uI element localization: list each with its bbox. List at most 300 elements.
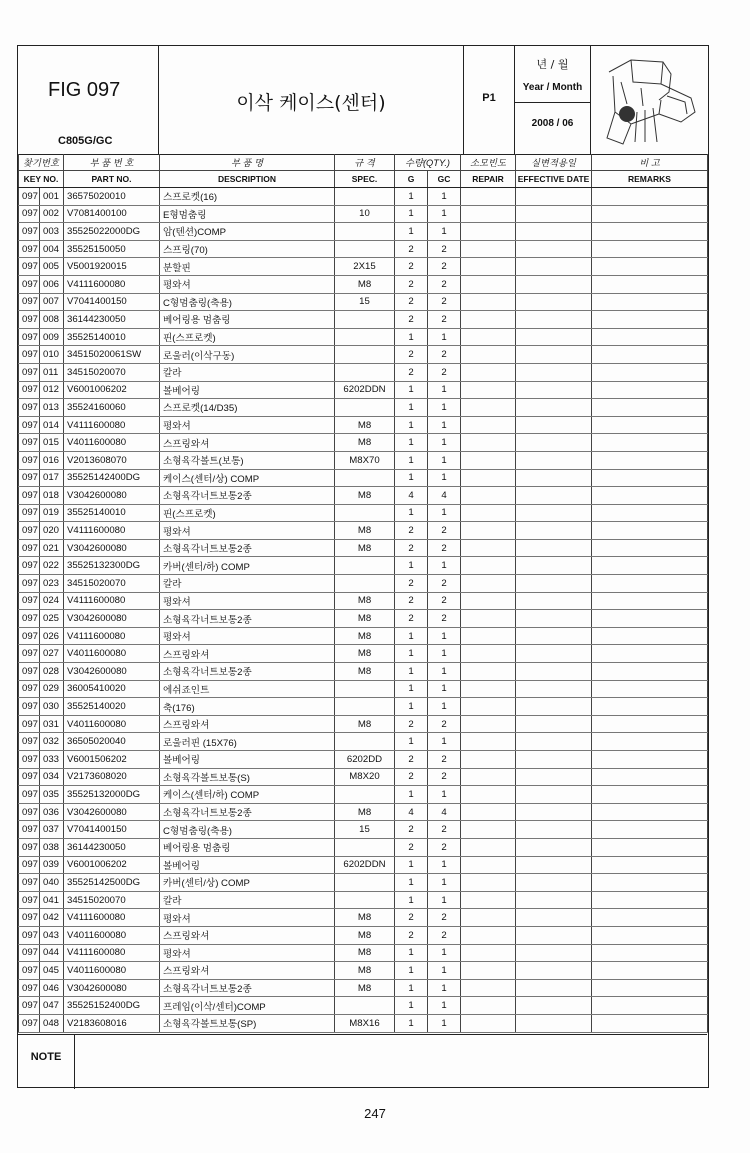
cell-spec — [335, 188, 395, 206]
cell-spec: M8X20 — [335, 768, 395, 786]
cell-fig: 097 — [19, 997, 40, 1015]
cell-remarks — [592, 944, 708, 962]
cell-key: 029 — [40, 680, 64, 698]
col-spec-en: SPEC. — [335, 171, 395, 188]
cell-gc: 2 — [428, 575, 461, 593]
title-cell — [159, 46, 464, 154]
cell-spec — [335, 328, 395, 346]
cell-repair — [461, 997, 516, 1015]
col-remarks-ko: 비 고 — [592, 154, 708, 171]
cell-eff — [516, 909, 592, 927]
cell-desc: 스프로켓(14/D35) — [160, 399, 335, 417]
table-row — [19, 311, 708, 329]
cell-part: V6001006202 — [64, 381, 160, 399]
cell-fig: 097 — [19, 504, 40, 522]
cell-eff — [516, 399, 592, 417]
cell-spec: M8 — [335, 803, 395, 821]
cell-desc: 카버(센터/하) COMP — [160, 557, 335, 575]
cell-g: 2 — [395, 592, 428, 610]
cell-eff — [516, 645, 592, 663]
col-gc: GC — [428, 171, 461, 188]
cell-part: V4111600080 — [64, 627, 160, 645]
cell-gc: 1 — [428, 504, 461, 522]
cell-repair — [461, 874, 516, 892]
cell-remarks — [592, 205, 708, 223]
cell-spec — [335, 399, 395, 417]
cell-gc: 1 — [428, 663, 461, 681]
cell-fig: 097 — [19, 539, 40, 557]
cell-desc: 소형육각너트보통2종 — [160, 803, 335, 821]
parts-rows — [19, 188, 708, 1033]
cell-fig: 097 — [19, 346, 40, 364]
cell-remarks — [592, 434, 708, 452]
table-row — [19, 487, 708, 505]
cell-remarks — [592, 223, 708, 241]
cell-fig: 097 — [19, 416, 40, 434]
cell-repair — [461, 434, 516, 452]
cell-eff — [516, 821, 592, 839]
cell-remarks — [592, 733, 708, 751]
cell-key: 043 — [40, 926, 64, 944]
cell-part: V4111600080 — [64, 416, 160, 434]
cell-key: 040 — [40, 874, 64, 892]
cell-key: 008 — [40, 311, 64, 329]
cell-g: 1 — [395, 434, 428, 452]
cell-g: 1 — [395, 451, 428, 469]
cell-fig: 097 — [19, 223, 40, 241]
cell-gc: 4 — [428, 487, 461, 505]
cell-key: 047 — [40, 997, 64, 1015]
cell-key: 009 — [40, 328, 64, 346]
cell-g: 1 — [395, 698, 428, 716]
cell-g: 1 — [395, 381, 428, 399]
cell-eff — [516, 768, 592, 786]
cell-desc: 프레임(이삭/센터)COMP — [160, 997, 335, 1015]
cell-desc: 축(176) — [160, 698, 335, 716]
cell-g: 1 — [395, 663, 428, 681]
cell-part: V4011600080 — [64, 434, 160, 452]
cell-repair — [461, 786, 516, 804]
table-row — [19, 610, 708, 628]
cell-gc: 2 — [428, 346, 461, 364]
cell-spec — [335, 240, 395, 258]
cell-fig: 097 — [19, 751, 40, 769]
cell-part: 35525132300DG — [64, 557, 160, 575]
cell-fig: 097 — [19, 962, 40, 980]
cell-remarks — [592, 838, 708, 856]
cell-gc: 1 — [428, 451, 461, 469]
cell-repair — [461, 275, 516, 293]
cell-g: 2 — [395, 838, 428, 856]
cell-spec: 6202DDN — [335, 856, 395, 874]
cell-part: 35525142500DG — [64, 874, 160, 892]
cell-fig: 097 — [19, 258, 40, 276]
cell-remarks — [592, 997, 708, 1015]
cell-spec: M8 — [335, 645, 395, 663]
cell-desc: 케이스(센터/하) COMP — [160, 786, 335, 804]
cell-key: 010 — [40, 346, 64, 364]
cell-fig: 097 — [19, 557, 40, 575]
cell-desc: 소형육각너트보통2종 — [160, 663, 335, 681]
cell-repair — [461, 240, 516, 258]
cell-fig: 097 — [19, 328, 40, 346]
cell-remarks — [592, 451, 708, 469]
cell-eff — [516, 962, 592, 980]
cell-fig: 097 — [19, 856, 40, 874]
cell-gc: 2 — [428, 293, 461, 311]
cell-part: V3042600080 — [64, 539, 160, 557]
cell-fig: 097 — [19, 469, 40, 487]
cell-remarks — [592, 856, 708, 874]
table-row — [19, 680, 708, 698]
cell-eff — [516, 451, 592, 469]
col-remarks-en: REMARKS — [592, 171, 708, 188]
cell-remarks — [592, 328, 708, 346]
highlight-marker — [619, 106, 635, 122]
table-row — [19, 258, 708, 276]
cell-remarks — [592, 768, 708, 786]
cell-eff — [516, 416, 592, 434]
cell-g: 1 — [395, 997, 428, 1015]
cell-remarks — [592, 786, 708, 804]
cell-spec — [335, 346, 395, 364]
cell-desc: 소형육각볼트(보통) — [160, 451, 335, 469]
cell-spec: M8X16 — [335, 1014, 395, 1032]
cell-g: 1 — [395, 874, 428, 892]
cell-gc: 2 — [428, 838, 461, 856]
cell-remarks — [592, 909, 708, 927]
cell-spec: M8 — [335, 909, 395, 927]
cell-gc: 2 — [428, 258, 461, 276]
cell-spec — [335, 363, 395, 381]
cell-desc: 스프링(70) — [160, 240, 335, 258]
cell-desc: 에쉬죠인트 — [160, 680, 335, 698]
cell-gc: 1 — [428, 188, 461, 206]
cell-remarks — [592, 592, 708, 610]
cell-key: 001 — [40, 188, 64, 206]
cell-fig: 097 — [19, 821, 40, 839]
table-row — [19, 698, 708, 716]
cell-spec: M8 — [335, 275, 395, 293]
cell-desc: 스프링와셔 — [160, 645, 335, 663]
cell-g: 1 — [395, 223, 428, 241]
cell-g: 1 — [395, 469, 428, 487]
cell-gc: 2 — [428, 592, 461, 610]
cell-eff — [516, 434, 592, 452]
cell-part: V2013608070 — [64, 451, 160, 469]
cell-part: V2173608020 — [64, 768, 160, 786]
cell-remarks — [592, 575, 708, 593]
cell-remarks — [592, 751, 708, 769]
table-row — [19, 539, 708, 557]
cell-gc: 1 — [428, 416, 461, 434]
cell-desc: 베어링용 멈춤링 — [160, 311, 335, 329]
table-row — [19, 592, 708, 610]
cell-repair — [461, 469, 516, 487]
cell-spec: M8 — [335, 926, 395, 944]
cell-spec: M8 — [335, 416, 395, 434]
cell-desc: 스프링와셔 — [160, 434, 335, 452]
cell-part: 35525140010 — [64, 504, 160, 522]
cell-desc: 평와셔 — [160, 275, 335, 293]
cell-repair — [461, 575, 516, 593]
cell-gc: 1 — [428, 786, 461, 804]
cell-g: 2 — [395, 311, 428, 329]
cell-spec: M8 — [335, 539, 395, 557]
cell-repair — [461, 258, 516, 276]
page-code-cell — [464, 46, 515, 154]
cell-part: V7041400150 — [64, 821, 160, 839]
cell-gc: 2 — [428, 311, 461, 329]
cell-fig: 097 — [19, 715, 40, 733]
col-key-en: KEY NO. — [19, 171, 64, 188]
cell-eff — [516, 487, 592, 505]
cell-gc: 1 — [428, 205, 461, 223]
cell-spec: M8 — [335, 944, 395, 962]
cell-key: 005 — [40, 258, 64, 276]
date-value: 2008 / 06 — [531, 118, 574, 129]
cell-part: 36505020040 — [64, 733, 160, 751]
cell-spec: M8 — [335, 487, 395, 505]
cell-part: 34515020070 — [64, 363, 160, 381]
cell-key: 026 — [40, 627, 64, 645]
cell-spec — [335, 786, 395, 804]
cell-remarks — [592, 381, 708, 399]
cell-key: 004 — [40, 240, 64, 258]
cell-remarks — [592, 522, 708, 540]
cell-part: V4011600080 — [64, 715, 160, 733]
cell-eff — [516, 944, 592, 962]
cell-key: 002 — [40, 205, 64, 223]
cell-remarks — [592, 926, 708, 944]
cell-key: 016 — [40, 451, 64, 469]
cell-remarks — [592, 363, 708, 381]
cell-key: 018 — [40, 487, 64, 505]
cell-remarks — [592, 874, 708, 892]
cell-repair — [461, 487, 516, 505]
cell-desc: 소형육각너트보통2종 — [160, 979, 335, 997]
cell-key: 007 — [40, 293, 64, 311]
table-row — [19, 962, 708, 980]
cell-gc: 1 — [428, 469, 461, 487]
cell-spec: 10 — [335, 205, 395, 223]
cell-fig: 097 — [19, 979, 40, 997]
cell-gc: 2 — [428, 768, 461, 786]
cell-part: 34515020070 — [64, 575, 160, 593]
cell-gc: 2 — [428, 909, 461, 927]
cell-gc: 1 — [428, 1014, 461, 1032]
cell-eff — [516, 240, 592, 258]
cell-spec — [335, 504, 395, 522]
cell-key: 038 — [40, 838, 64, 856]
cell-remarks — [592, 663, 708, 681]
cell-key: 017 — [40, 469, 64, 487]
table-row — [19, 381, 708, 399]
table-row — [19, 328, 708, 346]
cell-eff — [516, 803, 592, 821]
cell-g: 2 — [395, 258, 428, 276]
cell-g: 2 — [395, 715, 428, 733]
cell-remarks — [592, 645, 708, 663]
cell-eff — [516, 381, 592, 399]
cell-key: 021 — [40, 539, 64, 557]
cell-remarks — [592, 610, 708, 628]
cell-gc: 2 — [428, 926, 461, 944]
cell-key: 025 — [40, 610, 64, 628]
cell-desc: 카버(센터/상) COMP — [160, 874, 335, 892]
cell-g: 1 — [395, 733, 428, 751]
cell-repair — [461, 751, 516, 769]
cell-fig: 097 — [19, 522, 40, 540]
parts-table — [18, 154, 708, 1033]
cell-remarks — [592, 821, 708, 839]
cell-g: 1 — [395, 645, 428, 663]
cell-key: 032 — [40, 733, 64, 751]
cell-remarks — [592, 240, 708, 258]
cell-spec — [335, 733, 395, 751]
table-row — [19, 979, 708, 997]
cell-g: 1 — [395, 399, 428, 417]
cell-eff — [516, 363, 592, 381]
cell-eff — [516, 504, 592, 522]
cell-part: V2183608016 — [64, 1014, 160, 1032]
cell-key: 042 — [40, 909, 64, 927]
cell-key: 022 — [40, 557, 64, 575]
table-row — [19, 803, 708, 821]
cell-repair — [461, 803, 516, 821]
cell-desc: 칼라 — [160, 891, 335, 909]
cell-repair — [461, 979, 516, 997]
cell-part: 36144230050 — [64, 838, 160, 856]
cell-desc: 스프로켓(16) — [160, 188, 335, 206]
date-cell — [515, 46, 591, 154]
table-row — [19, 1014, 708, 1032]
table-row — [19, 768, 708, 786]
cell-spec — [335, 311, 395, 329]
cell-repair — [461, 856, 516, 874]
cell-eff — [516, 698, 592, 716]
col-eff-ko: 실변적용일 — [516, 154, 592, 171]
cell-g: 2 — [395, 909, 428, 927]
cell-spec — [335, 698, 395, 716]
cell-repair — [461, 328, 516, 346]
cell-eff — [516, 258, 592, 276]
cell-repair — [461, 962, 516, 980]
table-row — [19, 997, 708, 1015]
cell-part: 35524160060 — [64, 399, 160, 417]
cell-desc: 스프링와셔 — [160, 962, 335, 980]
cell-key: 044 — [40, 944, 64, 962]
cell-spec: 2X15 — [335, 258, 395, 276]
cell-part: 35525140010 — [64, 328, 160, 346]
cell-repair — [461, 223, 516, 241]
cell-desc: E형멈춤링 — [160, 205, 335, 223]
cell-gc: 1 — [428, 698, 461, 716]
cell-part: V4011600080 — [64, 926, 160, 944]
cell-eff — [516, 715, 592, 733]
cell-repair — [461, 399, 516, 417]
cell-gc: 1 — [428, 381, 461, 399]
cell-repair — [461, 891, 516, 909]
cell-spec: M8 — [335, 962, 395, 980]
cell-remarks — [592, 803, 708, 821]
cell-part: V4111600080 — [64, 275, 160, 293]
cell-spec — [335, 557, 395, 575]
cell-spec: 6202DDN — [335, 381, 395, 399]
cell-desc: 평와셔 — [160, 592, 335, 610]
cell-repair — [461, 698, 516, 716]
cell-desc: 볼베어링 — [160, 751, 335, 769]
cell-spec — [335, 575, 395, 593]
cell-eff — [516, 997, 592, 1015]
cell-part: V4111600080 — [64, 592, 160, 610]
cell-eff — [516, 786, 592, 804]
cell-part: V4111600080 — [64, 944, 160, 962]
cell-remarks — [592, 469, 708, 487]
cell-gc: 1 — [428, 979, 461, 997]
cell-fig: 097 — [19, 451, 40, 469]
cell-gc: 1 — [428, 328, 461, 346]
cell-eff — [516, 979, 592, 997]
cell-desc: 핀(스프로켓) — [160, 504, 335, 522]
table-row — [19, 751, 708, 769]
table-row — [19, 416, 708, 434]
table-row — [19, 451, 708, 469]
cell-g: 1 — [395, 205, 428, 223]
col-repair-en: REPAIR — [461, 171, 516, 188]
cell-eff — [516, 205, 592, 223]
cell-g: 1 — [395, 504, 428, 522]
cell-repair — [461, 838, 516, 856]
cell-key: 039 — [40, 856, 64, 874]
cell-fig: 097 — [19, 909, 40, 927]
cell-gc: 1 — [428, 557, 461, 575]
cell-g: 1 — [395, 188, 428, 206]
cell-remarks — [592, 416, 708, 434]
cell-eff — [516, 856, 592, 874]
cell-gc: 1 — [428, 944, 461, 962]
cell-desc: 평와셔 — [160, 416, 335, 434]
model-code: C805G/GC — [58, 135, 113, 147]
table-row — [19, 240, 708, 258]
table-row — [19, 891, 708, 909]
cell-part: V6001506202 — [64, 751, 160, 769]
cell-eff — [516, 575, 592, 593]
cell-repair — [461, 504, 516, 522]
cell-g: 1 — [395, 979, 428, 997]
cell-spec: 15 — [335, 293, 395, 311]
cell-part: V7081400100 — [64, 205, 160, 223]
cell-repair — [461, 205, 516, 223]
cell-part: 34515020070 — [64, 891, 160, 909]
cell-part: 36144230050 — [64, 311, 160, 329]
cell-fig: 097 — [19, 275, 40, 293]
cell-repair — [461, 680, 516, 698]
table-row — [19, 557, 708, 575]
cell-spec — [335, 223, 395, 241]
cell-part: V7041400150 — [64, 293, 160, 311]
cell-g: 2 — [395, 768, 428, 786]
cell-gc: 1 — [428, 434, 461, 452]
cell-fig: 097 — [19, 188, 40, 206]
cell-desc: 볼베어링 — [160, 856, 335, 874]
cell-desc: 베어링용 멈춤링 — [160, 838, 335, 856]
cell-eff — [516, 223, 592, 241]
cell-remarks — [592, 293, 708, 311]
cell-gc: 1 — [428, 399, 461, 417]
cell-part: V3042600080 — [64, 663, 160, 681]
cell-remarks — [592, 258, 708, 276]
